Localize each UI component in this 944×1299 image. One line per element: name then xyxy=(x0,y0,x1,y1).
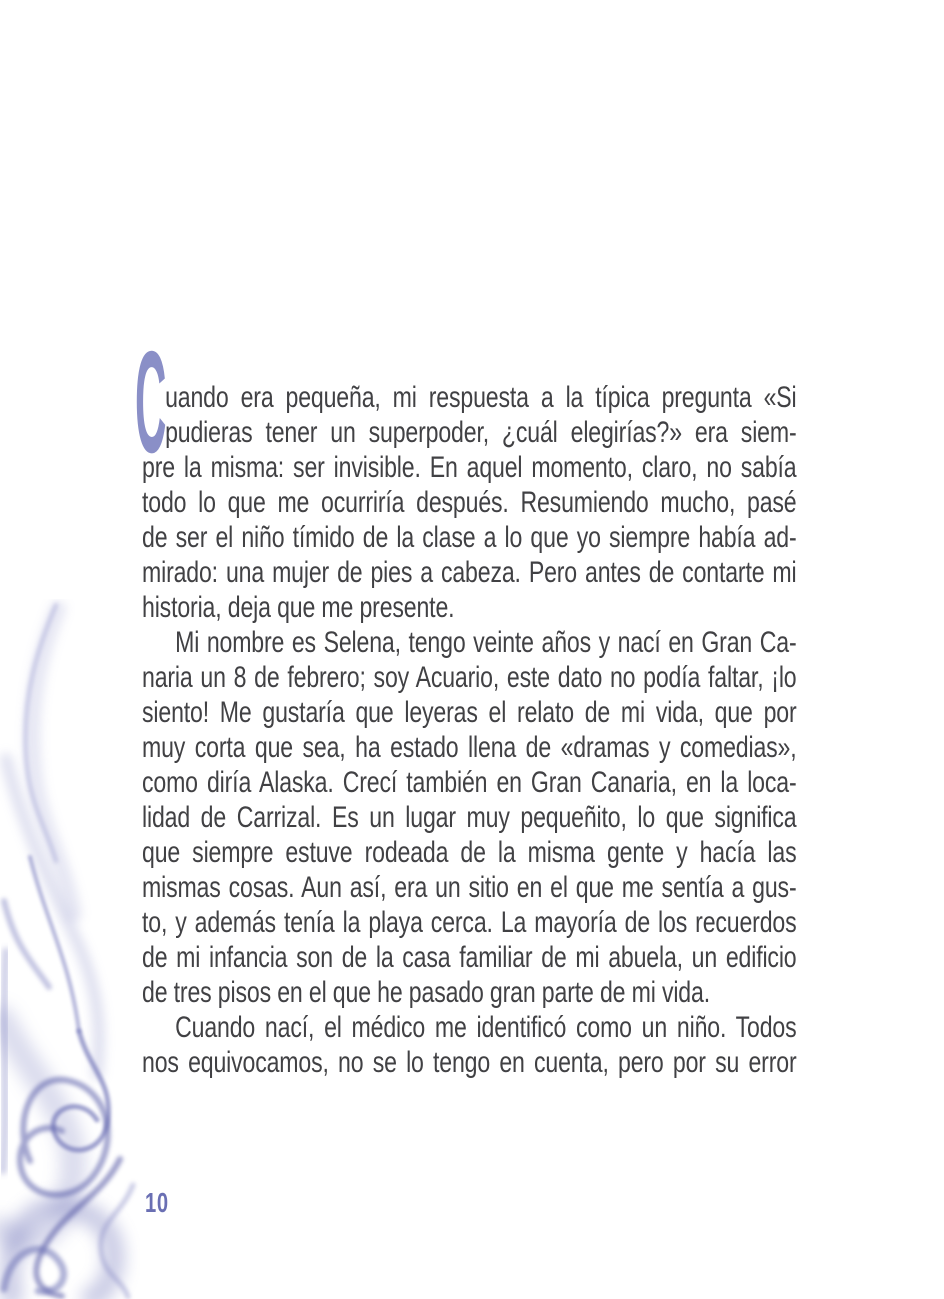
text-line: nos equivocamos, no se lo tengo en cuenta, pero por su error xyxy=(142,1046,797,1079)
text-line: mirado: una mujer de pies a cabeza. Pero antes de contarte mi xyxy=(142,556,797,589)
page-number: 10 xyxy=(145,1187,169,1218)
text-line: mismas cosas. Aun así, era un sitio en el que me sentía a gus- xyxy=(142,871,797,904)
paragraph xyxy=(142,380,797,625)
text-line: de ser el niño tímido de la clase a lo que yo siempre había ad- xyxy=(142,521,797,554)
text-line: Cuando nací, el médico me identificó como un niño. Todos xyxy=(175,1011,797,1044)
text-line: que siempre estuve rodeada de la misma gente y hacía las xyxy=(142,836,797,869)
text-line: historia, deja que me presente. xyxy=(142,591,455,624)
text-line: de mi infancia son de la casa familiar de mi abuela, un edificio xyxy=(142,941,797,974)
paragraph xyxy=(142,625,797,1010)
text-line: to, y además tenía la playa cerca. La mayoría de los recuerdos xyxy=(142,906,797,939)
text-line: naria un 8 de febrero; soy Acuario, este dato no podía faltar, ¡lo xyxy=(142,661,797,694)
text-line: Mi nombre es Selena, tengo veinte años y nací en Gran Ca- xyxy=(175,626,797,659)
text-line: como diría Alaska. Crecí también en Gran Canaria, en la loca- xyxy=(142,766,797,799)
text-line: uando era pequeña, mi respuesta a la típica pregunta «Si xyxy=(165,381,797,414)
drop-cap: C xyxy=(135,321,167,483)
text-line: muy corta que sea, ha estado llena de «dramas y comedias», xyxy=(142,731,797,764)
paragraph xyxy=(142,1010,797,1080)
text-line: pre la misma: ser invisible. En aquel momento, claro, no sabía xyxy=(142,451,797,484)
smoke-decoration-icon xyxy=(0,599,140,1299)
text-line: de tres pisos en el que he pasado gran parte de mi vida. xyxy=(142,976,710,1009)
text-line: siento! Me gustaría que leyeras el relato de mi vida, que por xyxy=(142,696,797,729)
text-line: pudieras tener un superpoder, ¿cuál elegirías?» era siem- xyxy=(165,416,797,449)
text-block xyxy=(142,380,797,1080)
text-line: lidad de Carrizal. Es un lugar muy pequeñito, lo que significa xyxy=(142,801,797,834)
text-line: todo lo que me ocurriría después. Resumiendo mucho, pasé xyxy=(142,486,797,519)
